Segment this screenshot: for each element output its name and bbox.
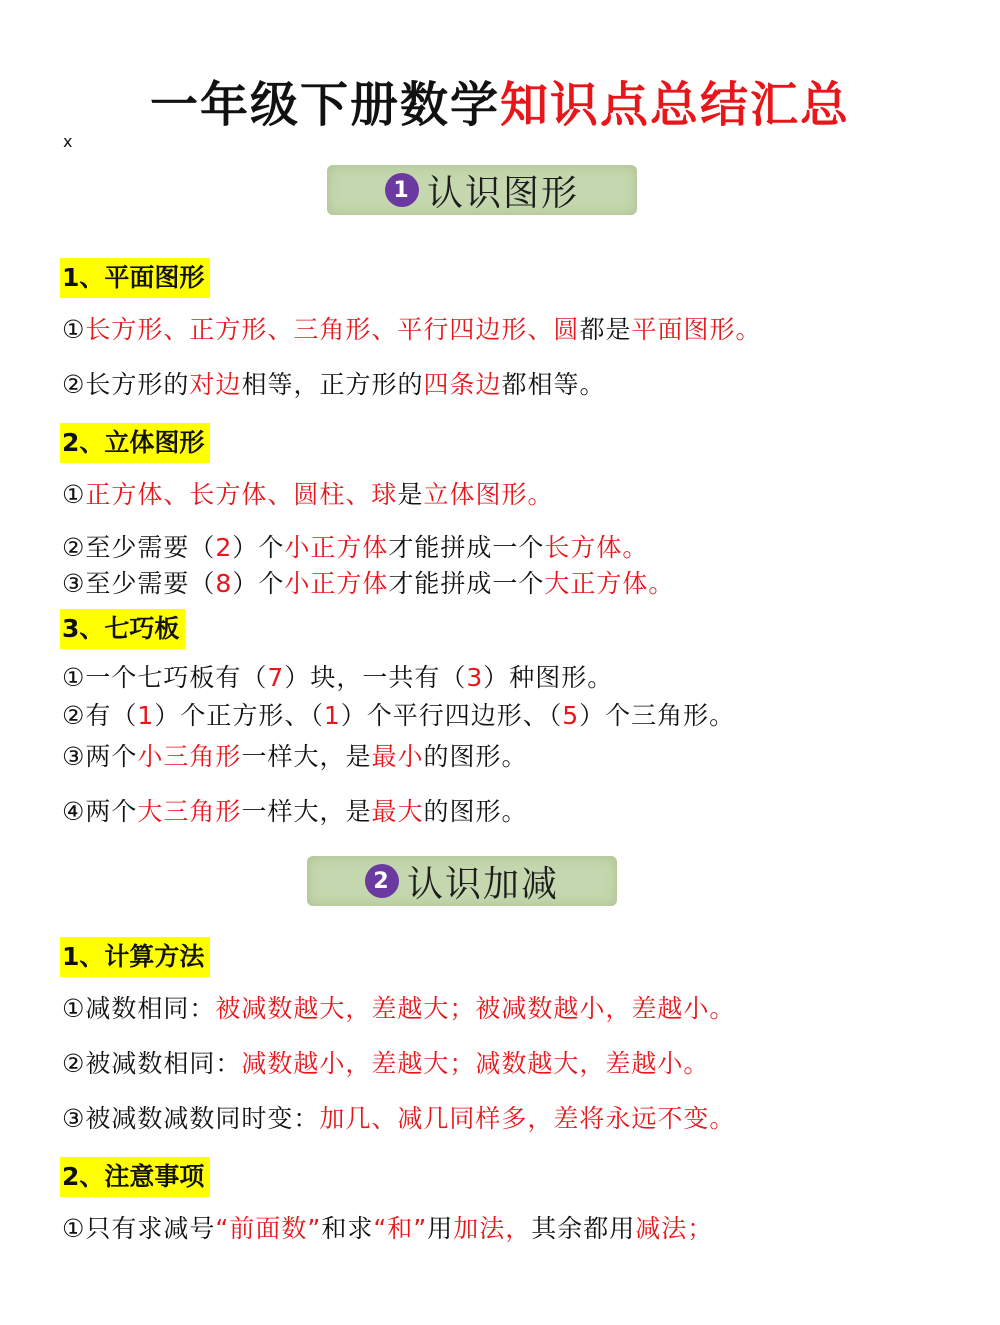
text-span: 3 <box>466 663 484 692</box>
text-span: ①只有求减号 <box>62 1214 216 1243</box>
text-span: 正方体、长方体、圆柱、球 <box>85 480 398 509</box>
text-span: 减数越小，差越大；减数越大，差越小。 <box>241 1049 710 1078</box>
subheading-solid-shapes: 2、立体图形 <box>60 423 210 463</box>
text-span: ④两个 <box>62 797 138 826</box>
text-span: 都是 <box>579 315 632 344</box>
text-span: 是 <box>397 480 424 509</box>
text-span: 减法； <box>635 1214 714 1243</box>
title-black: 一年级下册数学 <box>149 77 500 133</box>
text-line <box>62 478 553 512</box>
text-span: “和” <box>373 1214 428 1243</box>
text-span: 的图形。 <box>423 742 528 771</box>
text-span: ）块，一共有（ <box>284 663 467 692</box>
stray-mark: x <box>63 132 73 151</box>
section-banner-1 <box>327 165 637 215</box>
section-title-1: 认识图形 <box>426 172 579 214</box>
text-span: 一样大，是 <box>241 742 372 771</box>
text-span: ①一个七巧板有（ <box>62 663 268 692</box>
text-span: 的图形。 <box>423 797 528 826</box>
subheading-tangram: 3、七巧板 <box>60 609 185 649</box>
text-span: 7 <box>267 663 285 692</box>
text-span: 1 <box>137 701 155 730</box>
text-span: 2 <box>215 533 233 562</box>
text-span: ③至少需要（ <box>62 569 216 598</box>
text-span: 5 <box>562 701 580 730</box>
text-line <box>62 1047 709 1081</box>
text-span: ① <box>62 315 86 344</box>
text-span: ②有（ <box>62 701 138 730</box>
text-span: 四条边 <box>423 370 502 399</box>
text-line <box>62 567 674 601</box>
text-span: 大三角形 <box>137 797 242 826</box>
text-span: ① <box>62 480 86 509</box>
text-span: 立体图形。 <box>423 480 554 509</box>
section-banner-2 <box>307 856 617 906</box>
text-span: 1 <box>323 701 341 730</box>
text-span: ②长方形的 <box>62 370 190 399</box>
text-span: 长方体。 <box>544 533 649 562</box>
text-line <box>62 1102 735 1136</box>
text-span: 小正方体 <box>284 569 389 598</box>
text-span: ①减数相同： <box>62 994 216 1023</box>
subheading-plane-shapes: 1、平面图形 <box>60 258 210 298</box>
text-span: ③被减数减数同时变： <box>62 1104 320 1133</box>
text-line <box>62 661 613 695</box>
text-span: 长方形、正方形、三角形、平行四边形、圆 <box>85 315 580 344</box>
text-span: 和求 <box>321 1214 374 1243</box>
subheading-notes: 2、注意事项 <box>60 1157 210 1197</box>
text-span: ）个平行四边形、（ <box>340 701 563 730</box>
page-title <box>0 66 1000 135</box>
text-span: 相等，正方形的 <box>241 370 424 399</box>
text-line <box>62 992 735 1026</box>
text-span: 一样大，是 <box>241 797 372 826</box>
text-span: 小正方体 <box>284 533 389 562</box>
text-span: ）个三角形。 <box>579 701 736 730</box>
text-span: 平面图形。 <box>631 315 762 344</box>
text-span: ②被减数相同： <box>62 1049 242 1078</box>
text-span: 才能拼成一个 <box>388 569 545 598</box>
section-number-badge-1: 1 <box>385 173 419 207</box>
text-line <box>62 368 605 402</box>
text-span: ）种图形。 <box>483 663 614 692</box>
text-span: 对边 <box>189 370 242 399</box>
text-span: 用 <box>427 1214 454 1243</box>
text-span: 大正方体。 <box>544 569 675 598</box>
text-span: “前面数” <box>215 1214 322 1243</box>
text-line <box>62 795 527 829</box>
text-span: 才能拼成一个 <box>388 533 545 562</box>
text-line <box>62 313 761 347</box>
text-line <box>62 699 735 733</box>
text-span: ）个正方形、（ <box>154 701 324 730</box>
title-red: 知识点总结汇总 <box>500 77 851 133</box>
section-title-2: 认识加减 <box>406 863 559 905</box>
subheading-calculation-method: 1、计算方法 <box>60 937 210 977</box>
text-span: 被减数越大，差越大；被减数越小，差越小。 <box>215 994 736 1023</box>
text-span: ②至少需要（ <box>62 533 216 562</box>
text-span: 最小 <box>371 742 424 771</box>
text-span: ③两个 <box>62 742 138 771</box>
text-span: 最大 <box>371 797 424 826</box>
text-span: 都相等。 <box>501 370 606 399</box>
text-span: 8 <box>215 569 233 598</box>
text-span: ）个 <box>232 533 285 562</box>
text-span: 其余都用 <box>531 1214 636 1243</box>
text-line <box>62 1212 713 1246</box>
text-line <box>62 740 527 774</box>
text-span: 小三角形 <box>137 742 242 771</box>
section-number-badge-2: 2 <box>365 864 399 898</box>
text-span: 加法， <box>453 1214 532 1243</box>
text-line <box>62 531 648 565</box>
text-span: ）个 <box>232 569 285 598</box>
text-span: 加几、减几同样多，差将永远不变。 <box>319 1104 736 1133</box>
